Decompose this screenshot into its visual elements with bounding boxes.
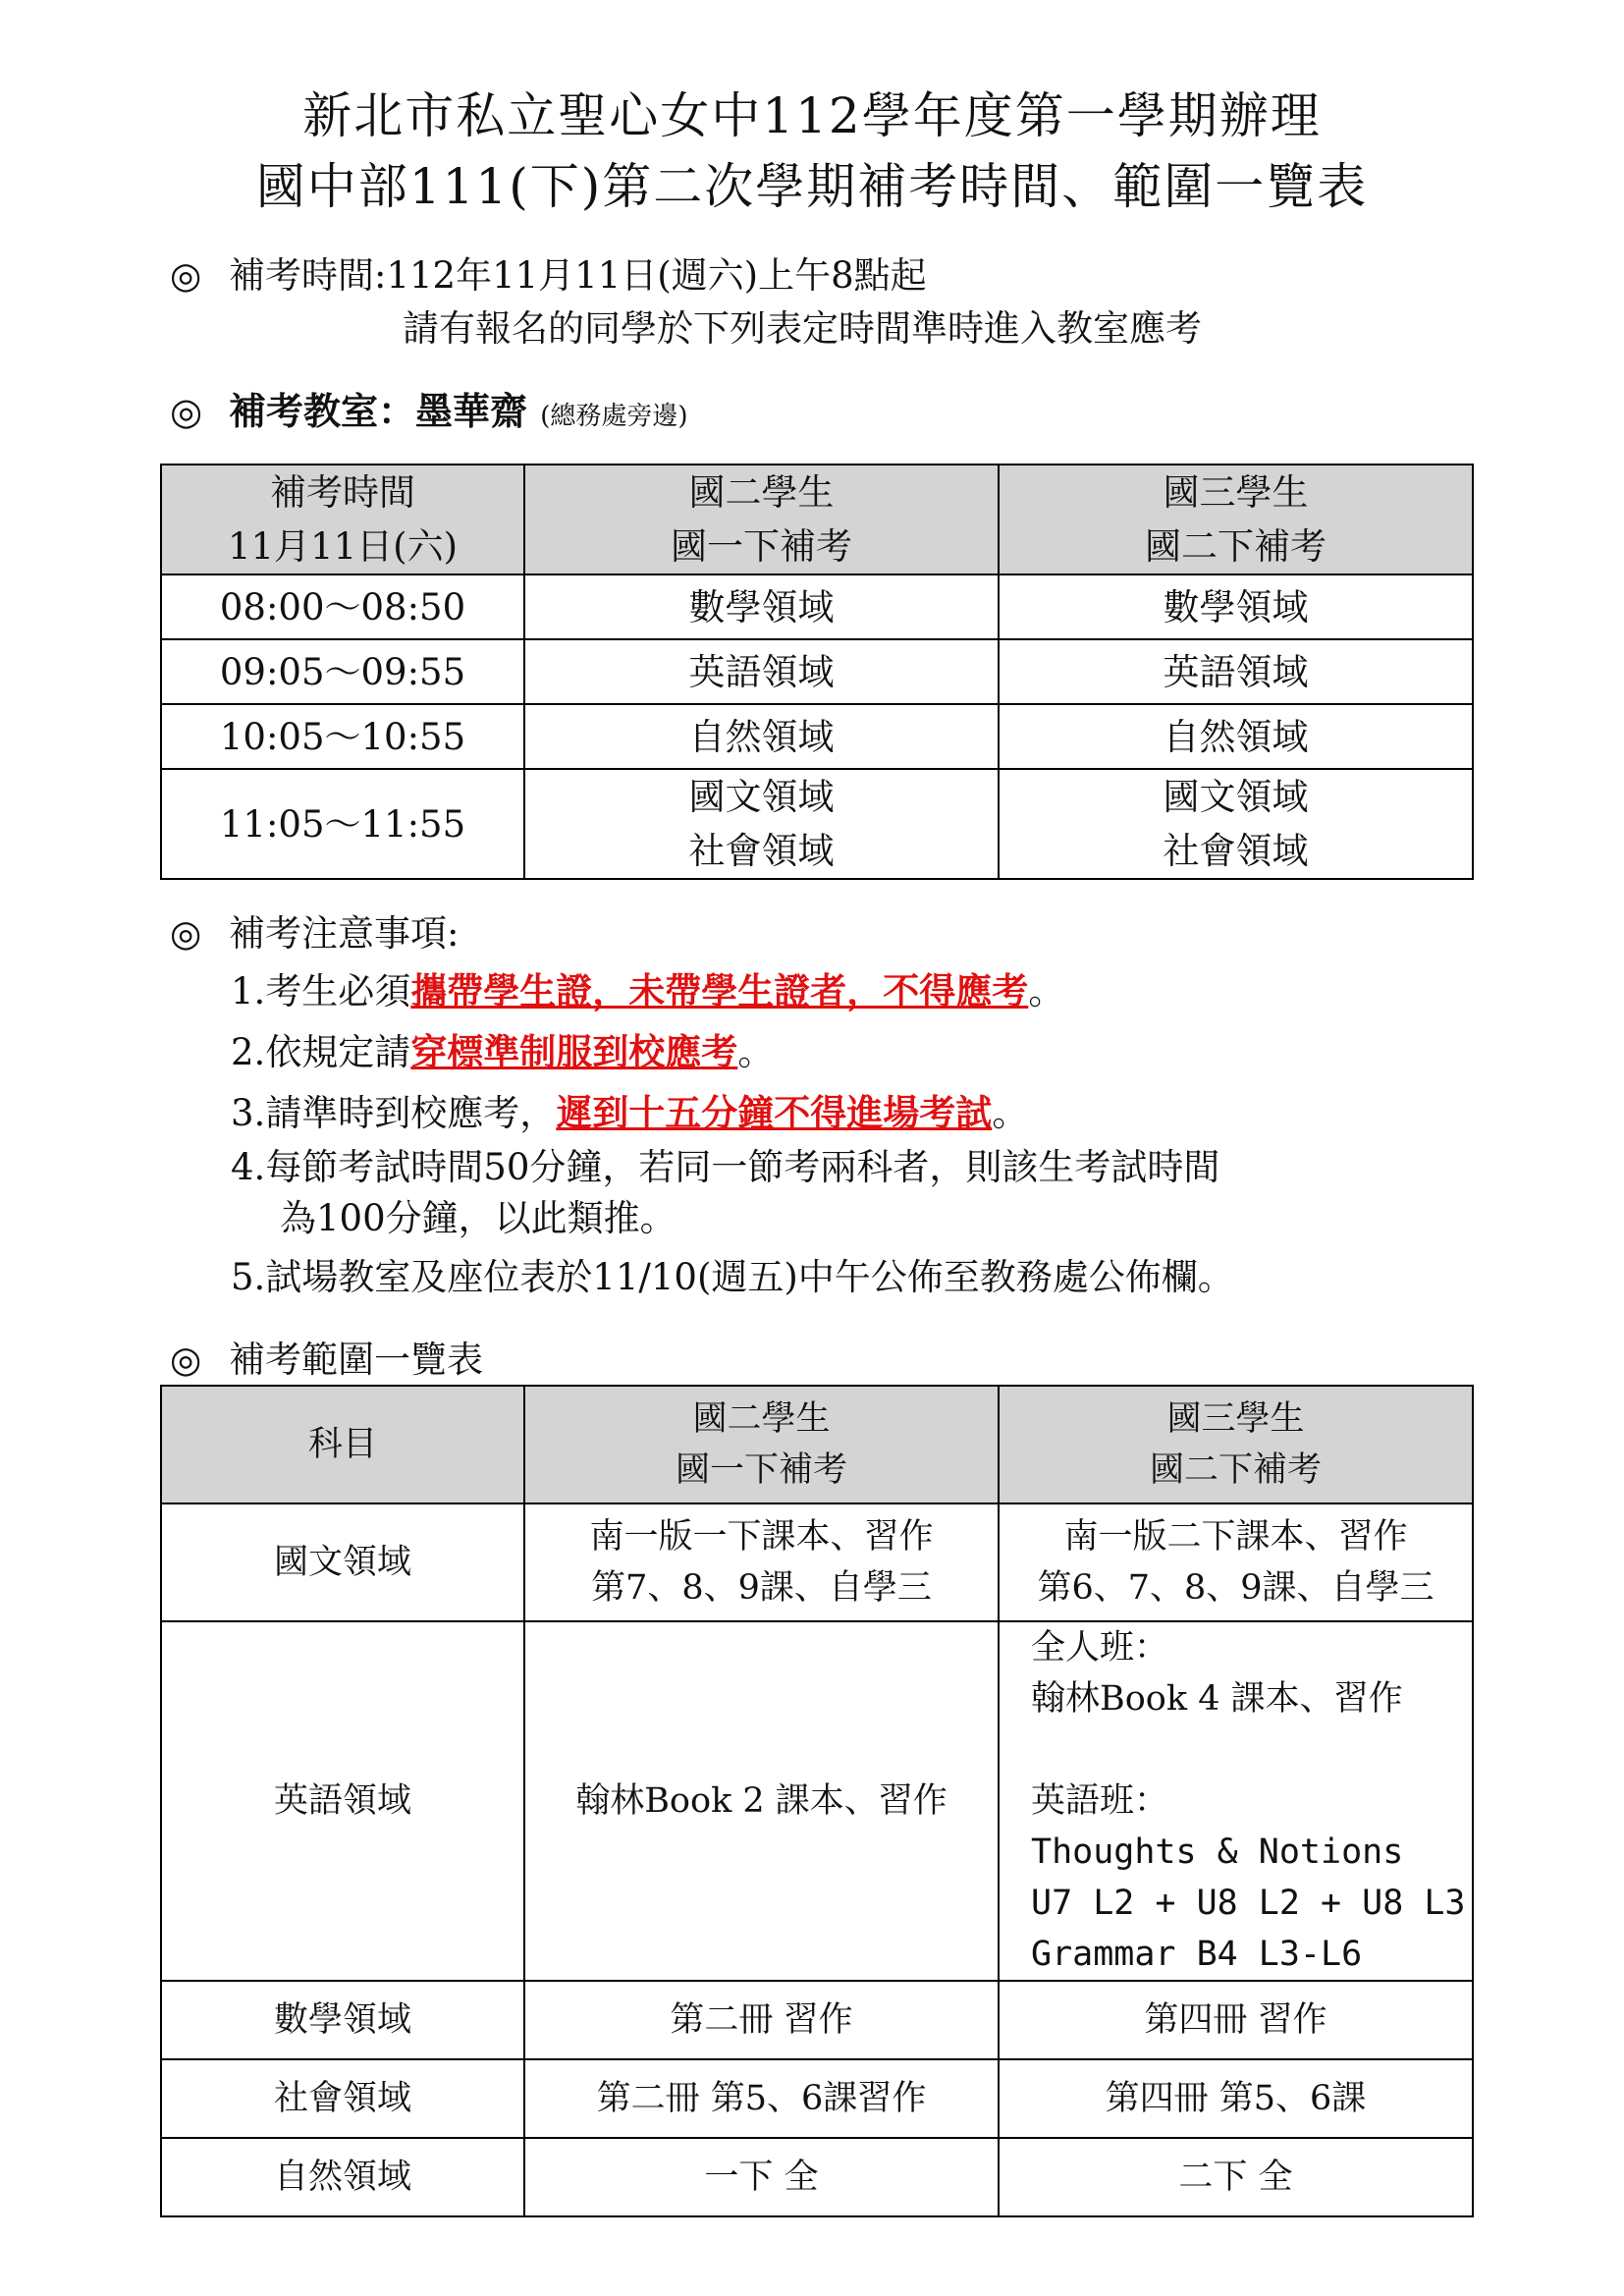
scope-header-grade3: 國三學生 國二下補考 — [999, 1386, 1473, 1503]
schedule-row — [161, 769, 1473, 879]
schedule-grade3-cell: 英語領域 — [999, 639, 1473, 704]
schedule-time-cell: 08:00～08:50 — [161, 574, 524, 639]
scope-row-chinese — [161, 1503, 1473, 1621]
exam-room-note: (總務處旁邊) — [540, 402, 688, 431]
document-title-line2: 國中部111(下)第二次學期補考時間、範圍一覽表 — [255, 158, 1369, 215]
note-item: 4.每節考試時間50分鐘，若同一節考兩科者，則該生考試時間 — [231, 1146, 1220, 1188]
scope-grade3-cell: 南一版二下課本、習作 第6、7、8、9課、自學三 — [999, 1503, 1473, 1621]
schedule-grade3-cell: 數學領域 — [999, 574, 1473, 639]
schedule-grade2-cell: 自然領域 — [524, 704, 999, 769]
scope-subject-cell: 數學領域 — [161, 1981, 524, 2059]
scope-grade2-cell: 翰林Book 2 課本、習作 — [524, 1621, 999, 1981]
schedule-row — [161, 574, 1473, 639]
schedule-time-cell: 10:05～10:55 — [161, 704, 524, 769]
schedule-grade2-cell: 國文領域 社會領域 — [524, 769, 999, 879]
scope-row-math — [161, 1981, 1473, 2059]
scope-subject-cell: 自然領域 — [161, 2138, 524, 2216]
schedule-table — [160, 464, 1474, 880]
scope-grade2-cell: 第二冊 習作 — [524, 1981, 999, 2059]
bullet-mark: ◎ — [170, 912, 202, 955]
notes-heading: ◎ 補考注意事項: — [170, 912, 460, 955]
bullet-mark: ◎ — [170, 389, 203, 433]
scope-grade3-cell: 第四冊 第5、6課 — [999, 2059, 1473, 2138]
schedule-grade3-cell: 國文領域 社會領域 — [999, 769, 1473, 879]
schedule-header-time: 補考時間 11月11日(六) — [161, 465, 524, 574]
schedule-header-grade3: 國三學生 國二下補考 — [999, 465, 1473, 574]
schedule-row — [161, 704, 1473, 769]
scope-subject-cell: 國文領域 — [161, 1503, 524, 1621]
scope-grade2-cell: 一下 全 — [524, 2138, 999, 2216]
scope-header-subject: 科目 — [161, 1386, 524, 1503]
scope-grade3-cell: 全人班： 翰林Book 4 課本、習作 英語班： Thoughts & Notions U7 L2 + U8 L2 + U8 L3 Grammar B4 L3-L6 — [999, 1621, 1473, 1981]
note-item: 2.依規定請穿標準制服到校應考。 — [231, 1030, 775, 1073]
scope-grade3-cell: 第四冊 習作 — [999, 1981, 1473, 2059]
note-item: 1.考生必須攜帶學生證，未帶學生證者，不得應考。 — [231, 969, 1065, 1012]
schedule-grade2-cell: 英語領域 — [524, 639, 999, 704]
exam-room-line — [170, 389, 688, 439]
exam-time-label: 補考時間:112年11月11日(週六)上午8點起 — [229, 254, 927, 297]
scope-row-science — [161, 2138, 1473, 2216]
document-title-line1: 新北市私立聖心女中112學年度第一學期辦理 — [302, 87, 1322, 144]
scope-header-row — [161, 1386, 1473, 1503]
scope-subject-cell: 英語領域 — [161, 1621, 524, 1981]
schedule-row — [161, 639, 1473, 704]
schedule-grade2-cell: 數學領域 — [524, 574, 999, 639]
scope-header-grade2: 國二學生 國一下補考 — [524, 1386, 999, 1503]
scope-grade2-cell: 第二冊 第5、6課習作 — [524, 2059, 999, 2138]
note-item: 3.請準時到校應考，遲到十五分鐘不得進場考試。 — [231, 1091, 1029, 1134]
exam-time-line — [170, 253, 927, 299]
scope-row-english — [161, 1621, 1473, 1981]
exam-time-note: 請有報名的同學於下列表定時間準時進入教室應考 — [403, 307, 1202, 350]
scope-subject-cell: 社會領域 — [161, 2059, 524, 2138]
schedule-time-cell: 09:05～09:55 — [161, 639, 524, 704]
scope-grade3-cell: 二下 全 — [999, 2138, 1473, 2216]
scope-row-social — [161, 2059, 1473, 2138]
schedule-header-grade2: 國二學生 國一下補考 — [524, 465, 999, 574]
exam-room-label: 補考教室：墨華齋 — [229, 389, 528, 433]
schedule-header-row — [161, 465, 1473, 574]
bullet-mark: ◎ — [170, 1339, 202, 1381]
scope-heading: ◎ 補考範圍一覽表 — [170, 1339, 483, 1381]
scope-table — [160, 1385, 1474, 2217]
scope-grade2-cell: 南一版一下課本、習作 第7、8、9課、自學三 — [524, 1503, 999, 1621]
schedule-time-cell: 11:05～11:55 — [161, 769, 524, 879]
note-item: 5.試場教室及座位表於11/10(週五)中午公佈至教務處公佈欄。 — [231, 1256, 1234, 1298]
bullet-mark: ◎ — [170, 254, 202, 297]
note-item-continuation: 為100分鐘，以此類推。 — [280, 1197, 677, 1239]
schedule-grade3-cell: 自然領域 — [999, 704, 1473, 769]
